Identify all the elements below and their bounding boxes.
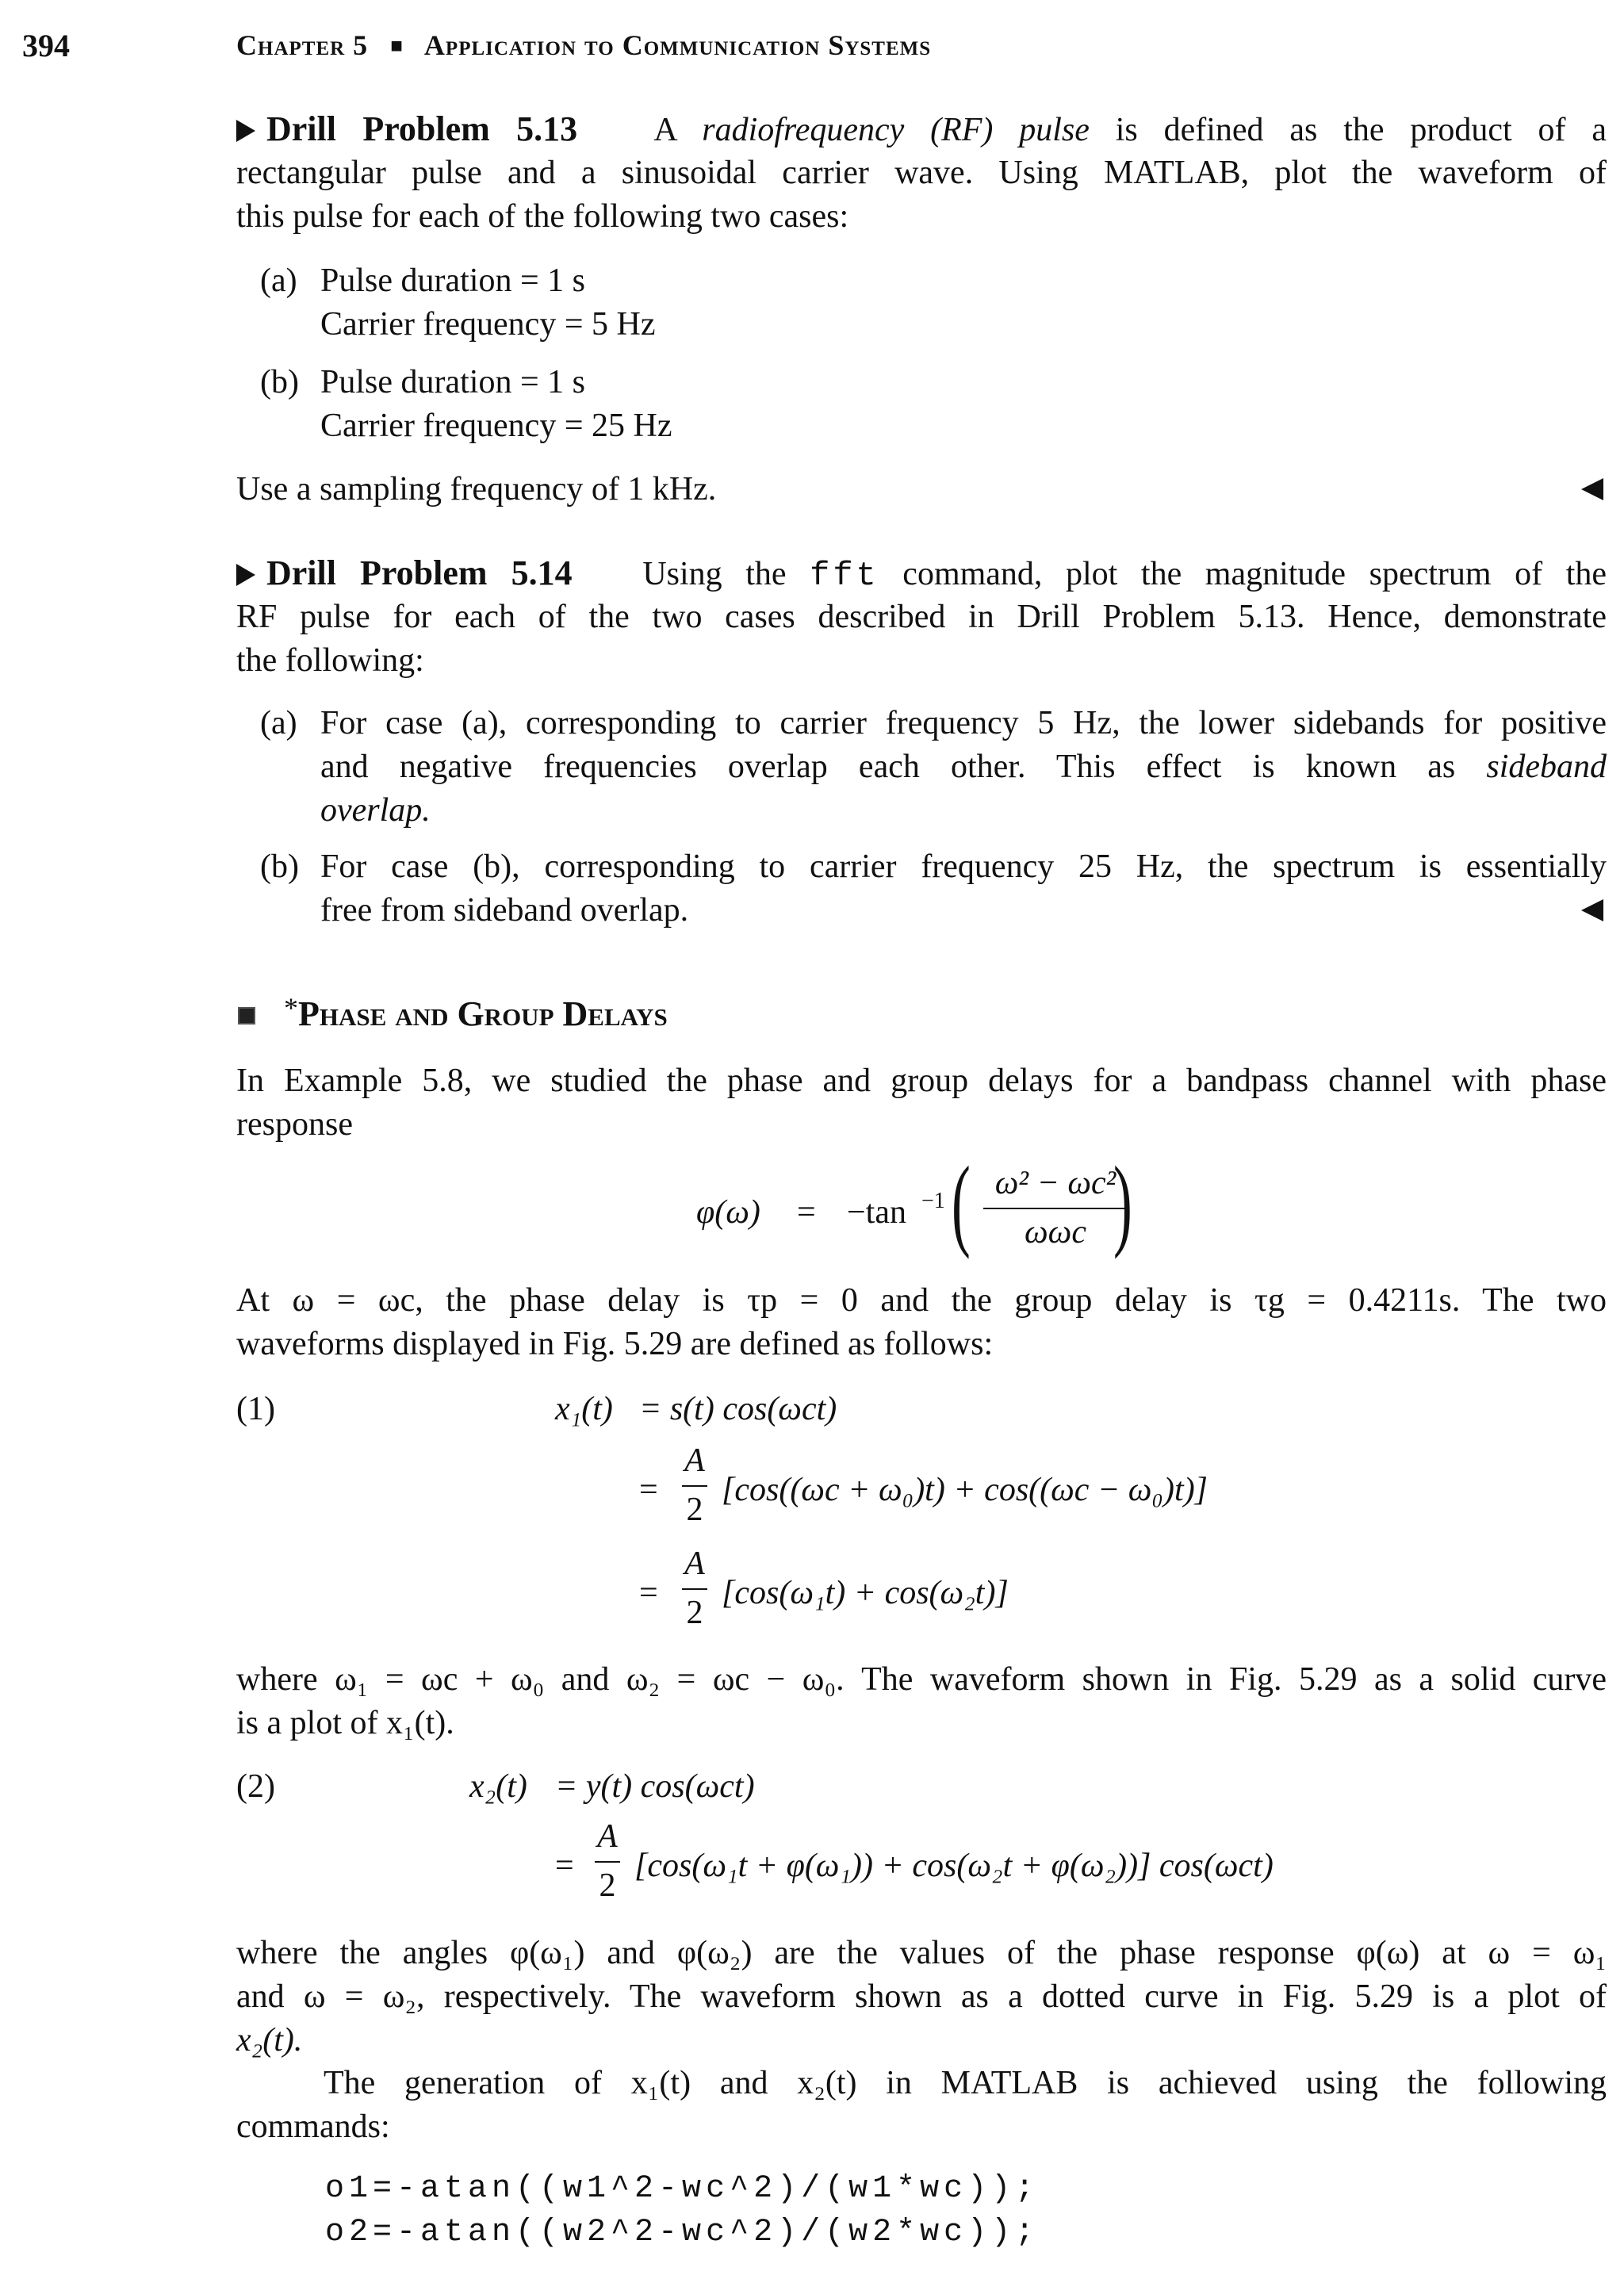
drill-513-line-3: this pulse for each of the following two cases:: [236, 198, 849, 235]
eq1-lhs: x₁(t): [555, 1391, 613, 1427]
demo-a-label: (a): [260, 705, 297, 741]
chapter-label: Chapter 5: [236, 29, 369, 61]
eq2-equals-2: =: [555, 1848, 574, 1884]
page-number: 394: [22, 28, 70, 63]
fft-command: fft: [810, 557, 879, 595]
drill-513-line-2: rectangular pulse and a sinusoidal carrier wave. Using MATLAB, plot the waveform of: [236, 155, 1607, 191]
end-marker-icon: [1581, 478, 1603, 500]
item-1-label: (1): [236, 1391, 275, 1427]
drill-514-text: Using the: [642, 556, 810, 592]
section-heading: [284, 991, 668, 1034]
header-separator: ■: [390, 34, 404, 57]
eq2-rhs-2: [cos(ω₁t + φ(ω₁)) + cos(ω₂t + φ(ω₂))] cos(ωct): [634, 1848, 1274, 1884]
sideband-term: sideband: [1486, 749, 1607, 785]
chapter-title: Application to Communication Systems: [423, 29, 932, 61]
case-a-label: (a): [260, 262, 297, 299]
phase-eq-numerator: ω² − ωc²: [994, 1165, 1116, 1201]
eq1-rhs-1: = s(t) cos(ωct): [639, 1391, 837, 1427]
item-2-label: (2): [236, 1768, 275, 1805]
drill-arrow-icon: [236, 120, 255, 142]
para-5-line-2: commands:: [236, 2108, 390, 2145]
drill-514-line-2: RF pulse for each of the two cases described in Drill Problem 5.13. Hence, demonstrate: [236, 599, 1607, 635]
para-4-line-3: x₂(t).: [236, 2022, 303, 2059]
end-marker-icon: [1581, 899, 1603, 921]
code-line-2: o2=-atan((w2^2-wc^2)/(w2*wc));: [325, 2215, 1040, 2250]
section-star: *: [284, 992, 298, 1024]
running-header: [236, 29, 931, 62]
eq1-frac-a: A: [684, 1545, 705, 1582]
case-b-duration: Pulse duration = 1 s: [320, 364, 586, 400]
demo-a-line-3: overlap.: [320, 792, 431, 829]
drill-514-line-3: the following:: [236, 642, 424, 679]
demo-b-line-1: For case (b), corresponding to carrier frequency 25 Hz, the spectrum is essentially: [320, 848, 1607, 885]
eq1-frac-bar: [682, 1485, 707, 1487]
para-4-line-1: where the angles φ(ω₁) and φ(ω₂) are the values of the phase response φ(ω) at ω = ω₁: [236, 1935, 1607, 1971]
eq2-frac-2: 2: [599, 1867, 616, 1904]
drill-513-text: A: [653, 112, 703, 148]
drill-arrow-icon: [236, 564, 255, 586]
eq1-frac-2: 2: [686, 1595, 703, 1631]
drill-513-title: Drill Problem 5.13: [266, 109, 578, 148]
case-a-duration: Pulse duration = 1 s: [320, 262, 586, 299]
drill-514-title: Drill Problem 5.14: [266, 553, 573, 592]
demo-a-line-2: [320, 745, 1607, 788]
phase-eq-tan: −tan: [847, 1194, 906, 1231]
demo-b-label: (b): [260, 848, 299, 885]
demo-a-text: and negative frequencies overlap each other. This effect is known as: [320, 749, 1456, 785]
drill-513-term: radiofrequency (RF) pulse: [702, 112, 1090, 148]
drill-513-text: is defined as the product of a: [1089, 112, 1607, 148]
phase-eq-fraction-bar: [983, 1208, 1128, 1209]
section-bullet-icon: [238, 1007, 255, 1025]
eq1-frac-bar: [682, 1588, 707, 1590]
code-line-1: o1=-atan((w1^2-wc^2)/(w1*wc));: [325, 2171, 1040, 2207]
para-1-line-1: In Example 5.8, we studied the phase and group delays for a bandpass channel with phase: [236, 1063, 1607, 1099]
phase-eq-lhs: φ(ω): [696, 1194, 760, 1231]
phase-eq-denominator: ωωc: [1025, 1214, 1086, 1250]
demo-b-line-2: free from sideband overlap.: [320, 892, 689, 929]
para-4-line-2: and ω = ω₂, respectively. The waveform shown as a dotted curve in Fig. 5.29 is a plot of: [236, 1978, 1607, 2015]
drill-513-closing: Use a sampling frequency of 1 kHz.: [236, 471, 717, 507]
eq1-equals-3: =: [639, 1575, 658, 1611]
eq1-rhs-3: [cos(ω₁t) + cos(ω₂t)]: [722, 1575, 1009, 1611]
para-3-line-1: where ω₁ = ωc + ω₀ and ω₂ = ωc − ω₀. The waveform shown in Fig. 5.29 as a solid curve: [236, 1661, 1607, 1698]
eq2-frac-a: A: [597, 1818, 618, 1855]
drill-513-line-1: [236, 108, 1607, 151]
para-2-line-2: waveforms displayed in Fig. 5.29 are defined as follows:: [236, 1326, 994, 1362]
section-title: Phase and Group Delays: [298, 994, 668, 1033]
eq1-rhs-2: [cos((ωc + ω₀)t) + cos((ωc − ω₀)t)]: [722, 1472, 1208, 1508]
para-2-line-1: At ω = ωc, the phase delay is τp = 0 and the group delay is τg = 0.4211s. The two: [236, 1282, 1607, 1319]
phase-eq-exponent: −1: [921, 1189, 945, 1213]
eq2-frac-bar: [595, 1861, 620, 1863]
eq2-rhs-1: = y(t) cos(ωct): [555, 1768, 755, 1805]
eq1-frac-2: 2: [686, 1492, 703, 1528]
eq1-equals-2: =: [639, 1472, 658, 1508]
phase-eq-equals: =: [797, 1194, 816, 1231]
right-paren: ): [1113, 1146, 1132, 1260]
left-paren: (: [952, 1146, 971, 1260]
demo-a-line-1: For case (a), corresponding to carrier frequency 5 Hz, the lower sidebands for positive: [320, 705, 1607, 741]
drill-514-text: command, plot the magnitude spectrum of the: [879, 556, 1607, 592]
case-b-label: (b): [260, 364, 299, 400]
para-3-line-2: is a plot of x₁(t).: [236, 1705, 454, 1741]
para-1-line-2: response: [236, 1106, 353, 1143]
eq2-lhs: x₂(t): [469, 1768, 527, 1805]
drill-514-line-1: [236, 552, 1607, 597]
case-a-frequency: Carrier frequency = 5 Hz: [320, 306, 656, 343]
case-b-frequency: Carrier frequency = 25 Hz: [320, 408, 672, 444]
eq1-frac-a: A: [684, 1442, 705, 1479]
para-5-line-1: The generation of x₁(t) and x₂(t) in MATLAB is achieved using the following: [324, 2065, 1607, 2101]
